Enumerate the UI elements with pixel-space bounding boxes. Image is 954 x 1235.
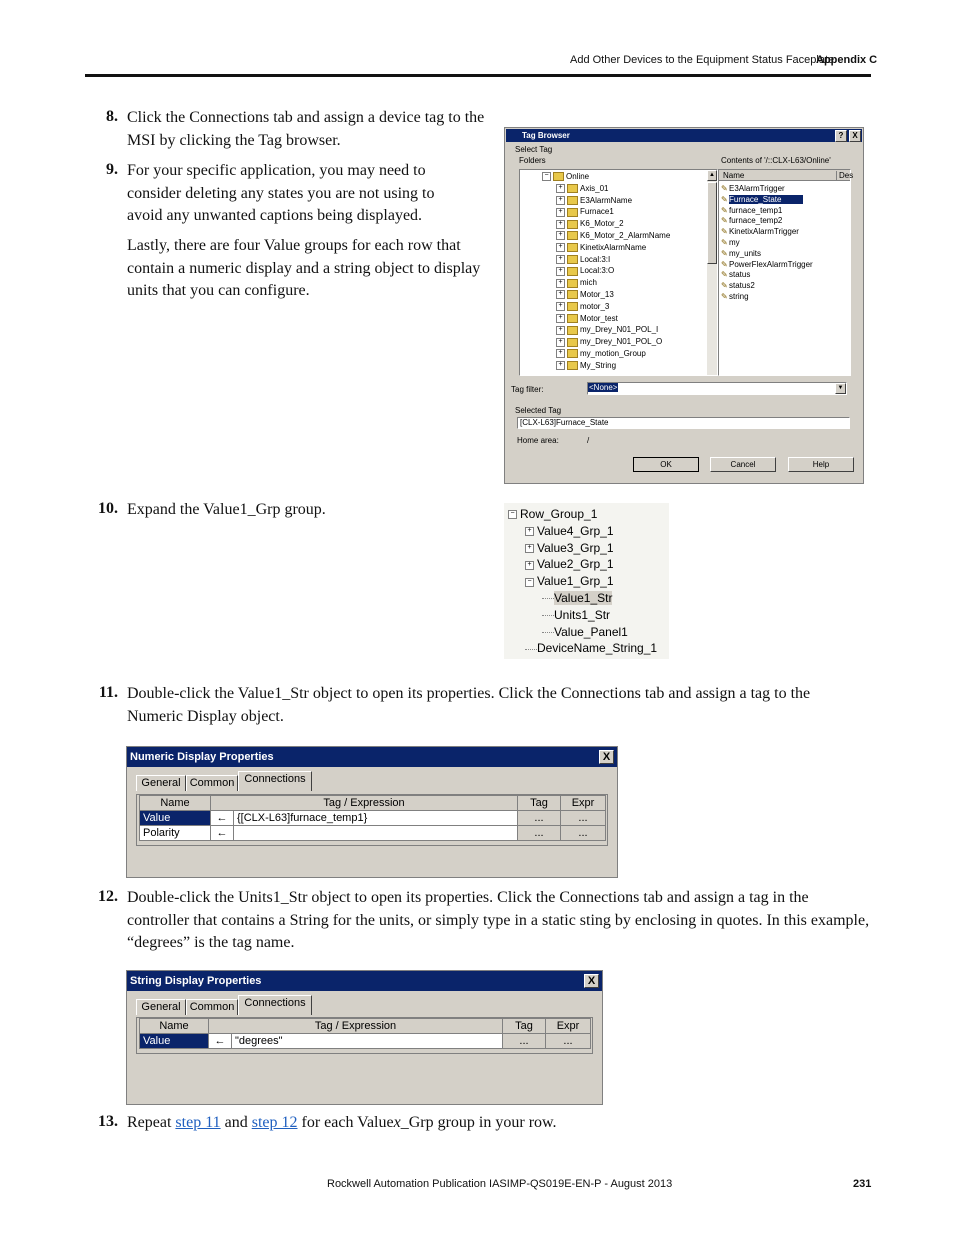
arrow-left-icon: ← [209, 1034, 232, 1049]
tab-common[interactable]: Common [186, 775, 238, 791]
tree-item[interactable] [542, 625, 628, 639]
tab-connections[interactable]: Connections [238, 995, 312, 1015]
tag-list[interactable] [718, 169, 854, 376]
tag-item[interactable] [721, 260, 813, 269]
folder-icon [567, 220, 578, 229]
expand-icon[interactable]: + [556, 279, 565, 288]
folder-label: K6_Motor_2 [580, 219, 624, 229]
folder-item[interactable] [556, 278, 597, 287]
numeric-connections-panel [136, 794, 608, 846]
tag-icon: ✎ [721, 194, 728, 204]
folders-label: Folders [519, 156, 546, 165]
tag-label: E3AlarmTrigger [729, 184, 785, 193]
tab-connections[interactable]: Connections [238, 771, 312, 791]
step-10-text: Expand the Value1_Grp group. [127, 501, 326, 518]
help-title-button[interactable]: ? [835, 130, 847, 142]
folder-item[interactable] [556, 349, 646, 358]
tree-label: Value1_Grp_1 [537, 574, 614, 589]
tree-item[interactable] [508, 507, 597, 521]
col-tag-expression[interactable]: Tag / Expression [211, 796, 518, 811]
folder-label: my_motion_Group [580, 349, 646, 358]
folder-scrollbar[interactable]: ▲ [707, 170, 717, 375]
tag-item[interactable] [721, 281, 755, 290]
tag-icon: ✎ [721, 184, 728, 193]
row-name[interactable]: Polarity [140, 826, 211, 841]
tag-icon: ✎ [721, 238, 728, 247]
tree-label: Row_Group_1 [520, 507, 598, 521]
col-tag[interactable]: Tag [518, 796, 561, 811]
col-name[interactable]: Name [140, 1019, 209, 1034]
step-11-text: Double-click the Value1_Str object to open its properties. Click the Connections tab and assign a tag to the Numeric Display object. [127, 685, 811, 725]
expand-icon[interactable]: + [556, 361, 565, 370]
expand-icon[interactable]: + [556, 220, 565, 229]
tag-label: my [729, 238, 740, 247]
step-10-number: 10. [98, 500, 118, 517]
folder-label: my_Drey_N01_POL_O [580, 337, 663, 347]
tag-item[interactable] [721, 270, 750, 279]
expression-button[interactable]: ... [561, 826, 606, 841]
tag-label: PowerFlexAlarmTrigger [729, 259, 813, 269]
expand-icon[interactable]: + [556, 302, 565, 311]
expand-icon[interactable]: − [525, 578, 534, 587]
tag-icon: ✎ [721, 292, 728, 301]
cancel-button[interactable]: Cancel [710, 457, 776, 472]
tag-label: Furnace_State [729, 195, 803, 204]
folder-tree[interactable] [519, 169, 718, 376]
folder-label: my_Drey_N01_POL_I [580, 325, 659, 335]
expand-icon[interactable]: + [525, 544, 534, 553]
expand-icon[interactable]: + [525, 527, 534, 536]
select-tag-label: Select Tag [515, 145, 553, 154]
tag-label: status2 [729, 281, 755, 291]
row-expression[interactable] [234, 826, 518, 841]
folder-item[interactable] [556, 266, 614, 275]
col-expr[interactable]: Expr [546, 1019, 591, 1034]
folder-item[interactable] [556, 207, 614, 216]
folder-item[interactable] [556, 290, 614, 299]
expand-icon[interactable]: + [556, 196, 565, 205]
folder-icon [567, 196, 578, 205]
folder-item[interactable] [556, 361, 616, 370]
step-13-post1: for each Value [297, 1114, 394, 1131]
folder-item[interactable] [556, 184, 608, 193]
close-icon[interactable]: X [599, 750, 614, 764]
step-13-italic: x [393, 1114, 401, 1131]
step-13-text [127, 1112, 867, 1135]
folder-icon [567, 279, 578, 288]
folder-label: KinetixAlarmName [580, 242, 647, 252]
tree-label: Value1_Str [554, 591, 613, 605]
tag-icon: ✎ [721, 205, 728, 215]
folder-icon [567, 302, 578, 311]
tag-filter-label: Tag filter: [511, 385, 544, 394]
tag-browser-dialog [504, 127, 864, 484]
folder-label: Local:3:O [580, 266, 615, 276]
tab-common[interactable]: Common [186, 999, 238, 1015]
footer-publication: Rockwell Automation Publication IASIMP-QS019E-EN-P - August 2013 [327, 1178, 673, 1190]
tree-label: Units1_Str [554, 607, 611, 622]
tree-item[interactable] [525, 524, 614, 538]
tag-item[interactable] [721, 238, 740, 247]
header-section: Add Other Devices to the Equipment Status Faceplate [570, 54, 835, 66]
tag-browse-button[interactable]: ... [518, 811, 561, 826]
tag-label: furnace_temp2 [729, 216, 783, 226]
folder-item[interactable] [556, 231, 670, 240]
folder-icon [567, 255, 578, 264]
step-13-post2: _Grp group in your row. [400, 1114, 557, 1131]
row-name[interactable]: Value [140, 1034, 209, 1049]
folder-icon [567, 243, 578, 252]
tree-label: DeviceName_String_1 [537, 641, 658, 656]
expand-icon[interactable]: + [556, 349, 565, 358]
tree-item[interactable] [525, 557, 614, 571]
folder-icon [567, 231, 578, 240]
step-9-text: For your specific application, you may need to consider deleting any states you are not using to avoid any unwanted captions being displayed. [127, 162, 435, 224]
expand-icon[interactable]: − [508, 510, 517, 519]
folder-label: K6_Motor_2_AlarmName [580, 231, 671, 240]
tag-icon: ✎ [721, 248, 728, 258]
home-area-value: / [587, 436, 590, 445]
tag-browse-button[interactable]: ... [503, 1034, 546, 1049]
tag-browser-titlebar [506, 129, 862, 142]
folder-icon [567, 267, 578, 276]
expand-icon[interactable]: + [556, 255, 565, 264]
folder-icon [567, 184, 578, 193]
tag-label: furnace_temp1 [729, 205, 783, 215]
tab-general[interactable]: General [136, 999, 186, 1015]
expand-icon[interactable]: + [556, 314, 565, 323]
expression-button[interactable]: ... [546, 1034, 591, 1049]
folder-label: mich [580, 278, 597, 288]
tag-icon: ✎ [721, 259, 728, 269]
header-appendix: Appendix C [816, 54, 878, 66]
tag-label: my_units [729, 248, 762, 258]
numeric-display-dialog [126, 746, 618, 878]
step-12-number: 12. [98, 888, 118, 905]
row-name[interactable]: Value [140, 811, 211, 826]
step-8-number: 8. [106, 108, 118, 125]
step-11-number: 11. [98, 684, 118, 701]
expand-icon[interactable]: + [556, 338, 565, 347]
col-desc-header[interactable]: Des [836, 171, 853, 180]
col-tag-expression[interactable]: Tag / Expression [209, 1019, 503, 1034]
tag-icon: ✎ [721, 270, 728, 280]
tag-filter-value: <None> [589, 383, 618, 392]
chevron-down-icon[interactable]: ▼ [835, 383, 846, 394]
arrow-left-icon: ← [211, 811, 234, 826]
step-13-pre: Repeat [127, 1114, 176, 1131]
tree-label: Value_Panel1 [554, 624, 628, 639]
folder-item[interactable] [542, 172, 589, 181]
folder-icon [567, 326, 578, 335]
folder-item[interactable] [556, 196, 632, 205]
step-8-text: Click the Connections tab and assign a device tag to the MSI by clicking the Tag browser. [127, 109, 485, 149]
object-tree [504, 503, 669, 659]
expand-icon[interactable]: + [525, 561, 534, 570]
folder-label: Axis_01 [580, 183, 609, 193]
row-expression[interactable]: "degrees" [232, 1034, 503, 1049]
tag-icon: ✎ [721, 227, 728, 237]
step-13-mid: and [220, 1114, 252, 1131]
tag-item[interactable] [721, 195, 803, 204]
arrow-left-icon: ← [211, 826, 234, 841]
folder-item[interactable] [556, 314, 618, 323]
tag-icon: ✎ [721, 281, 728, 291]
tab-general[interactable]: General [136, 775, 186, 791]
folder-label: E3AlarmName [580, 195, 633, 205]
tree-item[interactable] [542, 591, 612, 605]
selected-tag-value: [CLX-L63]Furnace_State [520, 418, 609, 427]
tree-label: Value4_Grp_1 [537, 523, 614, 538]
tag-filter-select[interactable] [587, 382, 847, 395]
expand-icon[interactable]: + [556, 290, 565, 299]
tag-item[interactable] [721, 249, 761, 258]
selected-tag-field[interactable] [517, 417, 850, 429]
folder-icon [567, 361, 578, 370]
folder-item[interactable] [556, 243, 646, 252]
tag-item[interactable] [721, 227, 799, 236]
folder-item[interactable] [556, 302, 609, 311]
folder-label: Motor_test [580, 313, 618, 323]
tag-item[interactable] [721, 292, 749, 301]
folder-label: Furnace1 [580, 207, 614, 217]
home-area-label: Home area: [517, 436, 559, 445]
step-13-number: 13. [98, 1113, 118, 1130]
page-number: 231 [853, 1178, 872, 1190]
col-name-header[interactable]: Name [723, 171, 745, 180]
folder-icon [567, 349, 578, 358]
tree-item[interactable] [525, 641, 657, 655]
folder-label: Motor_13 [580, 290, 614, 299]
close-icon[interactable]: X [584, 974, 599, 988]
col-name[interactable]: Name [140, 796, 211, 811]
folder-item[interactable] [556, 219, 624, 228]
folder-label: Online [566, 172, 590, 181]
tag-item[interactable] [721, 184, 785, 193]
header-rule [85, 74, 871, 77]
tag-label: string [729, 292, 749, 301]
folder-label: motor_3 [580, 301, 610, 311]
tree-item[interactable] [542, 608, 610, 622]
col-expr[interactable]: Expr [561, 796, 606, 811]
tag-item[interactable] [721, 216, 782, 225]
expand-icon[interactable]: − [542, 172, 551, 181]
string-dialog-title: String Display Properties [130, 975, 262, 987]
col-tag[interactable]: Tag [503, 1019, 546, 1034]
expression-button[interactable]: ... [561, 811, 606, 826]
folder-item[interactable] [556, 325, 658, 334]
close-icon[interactable]: X [849, 130, 861, 142]
selected-tag-label: Selected Tag [515, 406, 562, 415]
ok-button[interactable]: OK [633, 457, 699, 472]
row-expression[interactable]: {[CLX-L63]furnace_temp1} [234, 811, 518, 826]
step-9-number: 9. [106, 161, 118, 178]
folder-icon [567, 290, 578, 299]
folder-icon [553, 172, 564, 181]
tag-browse-button[interactable]: ... [518, 826, 561, 841]
numeric-dialog-title: Numeric Display Properties [130, 751, 274, 763]
tag-item[interactable] [721, 206, 782, 215]
step-12-text: Double-click the Units1_Str object to open its properties. Click the Connections tab and assign a tag in the controller that contains a String for the units, or simply type in a static sting by enclosing in quotes. In this example, “degrees” is the tag name. [127, 889, 870, 951]
expand-icon[interactable]: + [556, 208, 565, 217]
expand-icon[interactable]: + [556, 243, 565, 252]
tag-icon: ✎ [721, 216, 728, 226]
expand-icon[interactable]: + [556, 231, 565, 240]
tree-label: Value3_Grp_1 [537, 540, 614, 555]
string-display-dialog [126, 970, 603, 1105]
folder-icon [567, 338, 578, 347]
contents-label: Contents of '/::CLX-L63/Online' [721, 156, 831, 165]
tag-label: status [729, 270, 751, 280]
tree-label: Value2_Grp_1 [537, 557, 614, 572]
folder-item[interactable] [556, 255, 610, 264]
help-button[interactable]: Help [788, 457, 854, 472]
step-12-link[interactable]: step 12 [251, 1114, 298, 1131]
folder-item[interactable] [556, 337, 662, 346]
string-connections-panel [136, 1017, 593, 1054]
expand-icon[interactable]: + [556, 267, 565, 276]
tag-browser-title: Tag Browser [522, 131, 570, 140]
folder-icon [567, 314, 578, 323]
step-11-link[interactable]: step 11 [175, 1114, 221, 1131]
tree-item[interactable] [525, 574, 614, 588]
step-9-text2: Lastly, there are four Value groups for each row that contain a numeric display and a string object to display units that you can configure. [127, 237, 481, 299]
expand-icon[interactable]: + [556, 184, 565, 193]
folder-icon [567, 208, 578, 217]
tree-item[interactable] [525, 541, 614, 555]
folder-label: My_String [580, 360, 617, 370]
folder-label: Local:3:I [580, 254, 611, 264]
tag-label: KinetixAlarmTrigger [729, 227, 799, 237]
expand-icon[interactable]: + [556, 326, 565, 335]
